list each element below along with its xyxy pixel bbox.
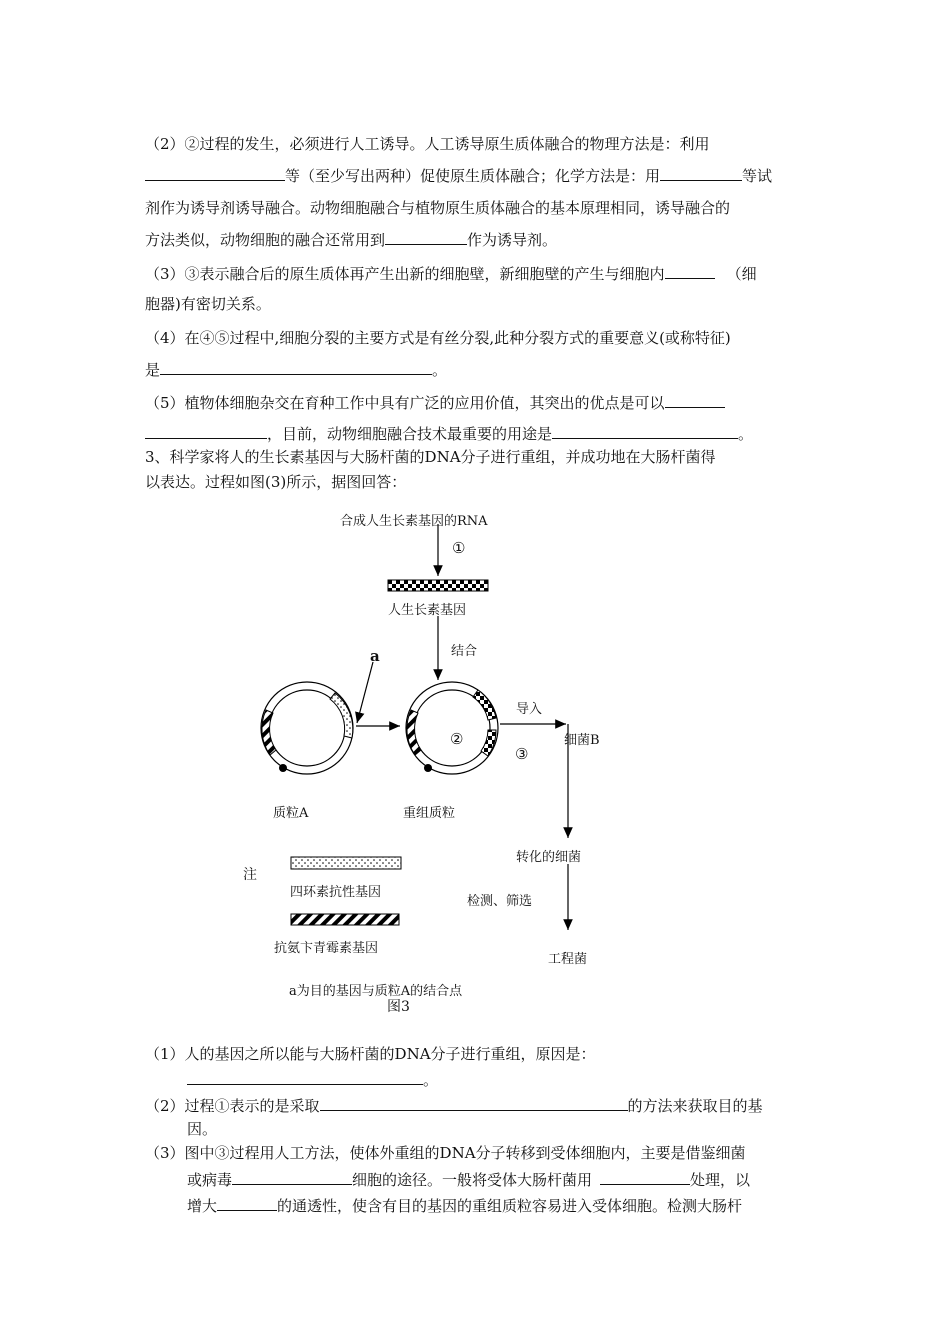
q4-text-1: （4）在④⑤过程中,细胞分裂的主要方式是有丝分裂,此种分裂方式的重要意义(或称特征) bbox=[145, 329, 731, 347]
p3-q2-text: （2）过程①表示的是采取 bbox=[145, 1097, 320, 1115]
p3-q2-line-1 bbox=[145, 1094, 763, 1117]
intro-text-1: 3、科学家将人的生长素基因与大肠杆菌的DNA分子进行重组，并成功地在大肠杆菌得 bbox=[145, 448, 716, 466]
amp-label: 抗氨卞青霉素基因 bbox=[274, 941, 379, 956]
q4-text-2a: 是 bbox=[145, 361, 161, 379]
q5-text-2b: 。 bbox=[738, 425, 754, 443]
q5-text-2a: ，目前，动物细胞融合技术最重要的用途是 bbox=[267, 425, 553, 443]
answer-blank[interactable] bbox=[232, 1168, 352, 1185]
answer-blank[interactable] bbox=[600, 1168, 690, 1185]
q3-text-1b: （细 bbox=[726, 265, 757, 283]
p3-q1-line-2 bbox=[187, 1068, 438, 1091]
p3-q2-text-c: 因。 bbox=[187, 1120, 218, 1138]
p3-q3-text-f: 的通透性，使含有目的基因的重组质粒容易进入受体细胞。检测大肠杆 bbox=[277, 1197, 743, 1215]
import-label: 导入 bbox=[516, 702, 543, 717]
note-label: 注 bbox=[243, 867, 257, 883]
p3-q2-line-2 bbox=[187, 1118, 217, 1140]
a-label: a bbox=[370, 647, 380, 665]
q3-text-1a: （3）③表示融合后的原生质体再产生出新的细胞壁，新细胞壁的产生与细胞内 bbox=[145, 265, 665, 283]
answer-blank[interactable] bbox=[217, 1194, 277, 1211]
engineered-label: 工程菌 bbox=[548, 952, 588, 967]
p3-q3-text-c: 细胞的途径。一般将受体大肠杆菌用 bbox=[352, 1171, 593, 1189]
p3-q1-line-1 bbox=[145, 1043, 596, 1065]
intro-text-2: 以表达。过程如图(3)所示，据图回答： bbox=[145, 473, 407, 491]
a-note-label: a为目的基因与质粒A的结合点 bbox=[289, 984, 463, 999]
bacteria-b-label: 细菌B bbox=[564, 733, 600, 748]
p3-q2-text-b: 的方法来获取目的基 bbox=[627, 1097, 763, 1115]
tet-label: 四环素抗性基因 bbox=[290, 885, 382, 900]
recombinant-label: 重组质粒 bbox=[403, 806, 456, 821]
q2-text-2a: 等（至少写出两种）促使原生质体融合；化学方法是：用 bbox=[285, 167, 661, 185]
step-3-label: ③ bbox=[515, 745, 529, 763]
p3-q3-line-1 bbox=[145, 1142, 746, 1164]
q2-text-2b: 等试 bbox=[742, 167, 773, 185]
p3-q3-text-e: 增大 bbox=[187, 1197, 218, 1215]
figure-caption: 图3 bbox=[387, 999, 410, 1015]
gene-label: 人生长素基因 bbox=[388, 603, 467, 618]
p3-q3-text-d: 处理，以 bbox=[690, 1171, 751, 1189]
q4-text-2b: 。 bbox=[432, 361, 448, 379]
growth-hormone-gene-bar bbox=[388, 580, 488, 591]
rna-label: 合成人生长素基因的RNA bbox=[340, 514, 488, 529]
combine-label: 结合 bbox=[451, 644, 478, 659]
q2-text-4b: 作为诱导剂。 bbox=[467, 231, 558, 249]
q5-text-1: （5）植物体细胞杂交在育种工作中具有广泛的应用价值，其突出的优点是可以 bbox=[145, 394, 665, 412]
arrow-a-pointer bbox=[357, 662, 373, 723]
p3-q1-end: 。 bbox=[423, 1071, 439, 1089]
plasmid-a-label: 质粒A bbox=[273, 806, 309, 821]
step-2-label: ② bbox=[450, 730, 464, 748]
legend-amp-bar bbox=[291, 914, 399, 925]
step-1-label: ① bbox=[452, 539, 466, 557]
q2-text-3: 剂作为诱导剂诱导融合。动物细胞融合与植物原生质体融合的基本原理相同，诱导融合的 bbox=[145, 199, 731, 217]
q2-text-4a: 方法类似，动物细胞的融合还常用到 bbox=[145, 231, 386, 249]
plasmid-a bbox=[261, 682, 353, 774]
p3-q3-line-2 bbox=[187, 1168, 750, 1191]
answer-blank[interactable] bbox=[320, 1094, 628, 1111]
screen-label: 检测、筛选 bbox=[467, 894, 533, 909]
p3-q1-text: （1）人的基因之所以能与大肠杆菌的DNA分子进行重组，原因是： bbox=[145, 1045, 596, 1063]
p3-q3-text: （3）图中③过程用人工方法，使体外重组的DNA分子转移到受体细胞内，主要是借鉴细菌 bbox=[145, 1144, 746, 1162]
legend-tet-bar bbox=[291, 857, 401, 869]
p3-q3-text-b: 或病毒 bbox=[187, 1171, 233, 1189]
q2-text-1: （2）②过程的发生，必须进行人工诱导。人工诱导原生质体融合的物理方法是：利用 bbox=[145, 135, 710, 153]
q3-text-2: 胞器)有密切关系。 bbox=[145, 295, 271, 313]
transformed-label: 转化的细菌 bbox=[516, 850, 582, 865]
p3-q3-line-3 bbox=[187, 1194, 742, 1217]
recombinant-plasmid bbox=[406, 682, 498, 774]
answer-blank[interactable] bbox=[187, 1068, 423, 1085]
